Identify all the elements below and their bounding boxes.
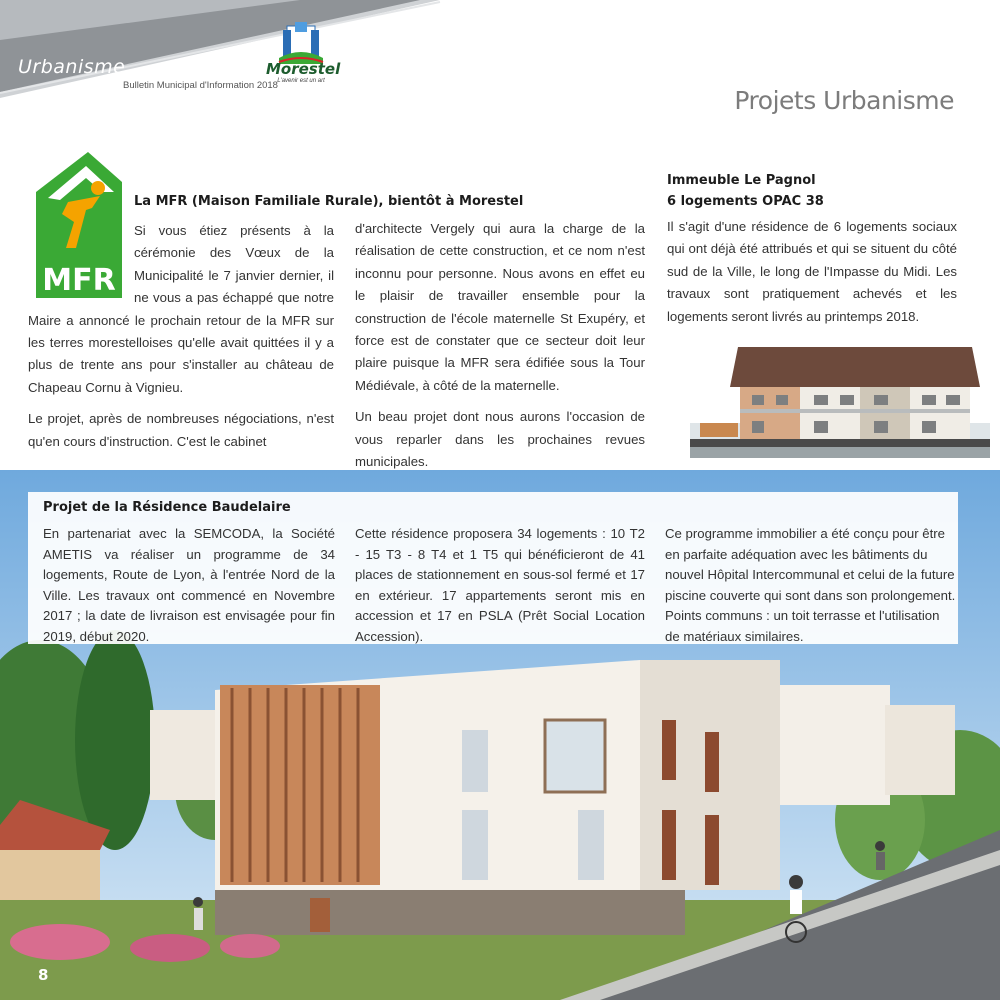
mfr-logo-text: MFR [42,263,116,298]
baudelaire-column-1: En partenariat avec la SEMCODA, la Société AMETIS va réaliser un programme de 34 logements, Route de Lyon, à l'entrée Nord de la Ville. Les travaux ont commencé en Novembre 2017 ; la date de livraison est envisagée pour fin 2019, début 2020. [43,526,335,644]
pagnol-text [667,216,957,337]
baudelaire-column-3: Ce programme immobilier a été conçu pour être en parfaite adéquation avec les bâtiments du nouvel Hôpital Intercommunal et celui de la future piscine couverte qui sont dans son prolongement. Points communs : un toit terrasse et l'utilisation de matériaux similaires. [665,526,956,644]
baudelaire-title: Projet de la Résidence Baudelaire [43,500,291,515]
page-title: Projets Urbanisme [734,86,954,115]
pagnol-title [667,170,824,212]
mfr-paragraph: Le projet, après de nombreuses négociations, n'est qu'en cours d'instruction. C'est le cabinet [28,411,334,449]
bulletin-caption: Bulletin Municipal d'Information 2018 [123,80,278,91]
pagnol-paragraph: Il s'agit d'une résidence de 6 logements sociaux qui ont déjà été attribués et qui se situent du côté sud de la Ville, le long de l'Impasse du Midi. Les travaux sont pratiquement achevés et les logements seront livrés au printemps 2018. [667,219,957,324]
section-label: Urbanisme [18,56,126,78]
baudelaire-column-2: Cette résidence proposera 34 logements : 10 T2 - 15 T3 - 8 T4 et 1 T5 qui bénéficieront de 41 places de stationnement en sous-sol fermé et 17 en extérieur. 17 appartements seront mis en accession et 17 en PSLA (Prêt Social Location Accession). [355,526,645,644]
mfr-article-title: La MFR (Maison Familiale Rurale), bientôt à Morestel [134,194,524,209]
logo-wordmark: Morestel [266,60,341,78]
mfr-paragraph: Un beau projet dont nous aurons l'occasion de vous reparler dans les prochaines revues municipales. [355,409,645,470]
pagnol-title-line-1: Immeuble Le Pagnol [667,173,816,188]
page-number: 8 [38,966,49,984]
mfr-paragraph: Si vous étiez présents à la cérémonie des Vœux de la Municipalité le 7 janvier dernier, il ne vous a pas échappé que notre Maire a annoncé le prochain retour de la MFR sur les terres morestelloises qu'elle avait quittées il y a plus de trente ans pour s'installer au château de Chapeau Cornu à Vignieu. [28,223,334,395]
mfr-column-1 [28,220,334,462]
mfr-paragraph: d'architecte Vergely qui aura la charge de la réalisation de cette construction, et ce nom n'est inconnu pour personne. Nous avons en effet eu le plaisir de travailler ensemble pour la construction de l'école maternelle St Exupéry, et force est de constater que ce secteur doit leur plaire puisque la MFR sera édifiée sous la Tour Médiévale, à côté de la maternelle. [355,221,645,393]
logo-tagline: L'avenir est un art [277,78,325,84]
pagnol-building-image [690,343,990,458]
pagnol-title-line-2: 6 logements OPAC 38 [667,194,824,209]
mfr-column-2 [355,218,645,482]
